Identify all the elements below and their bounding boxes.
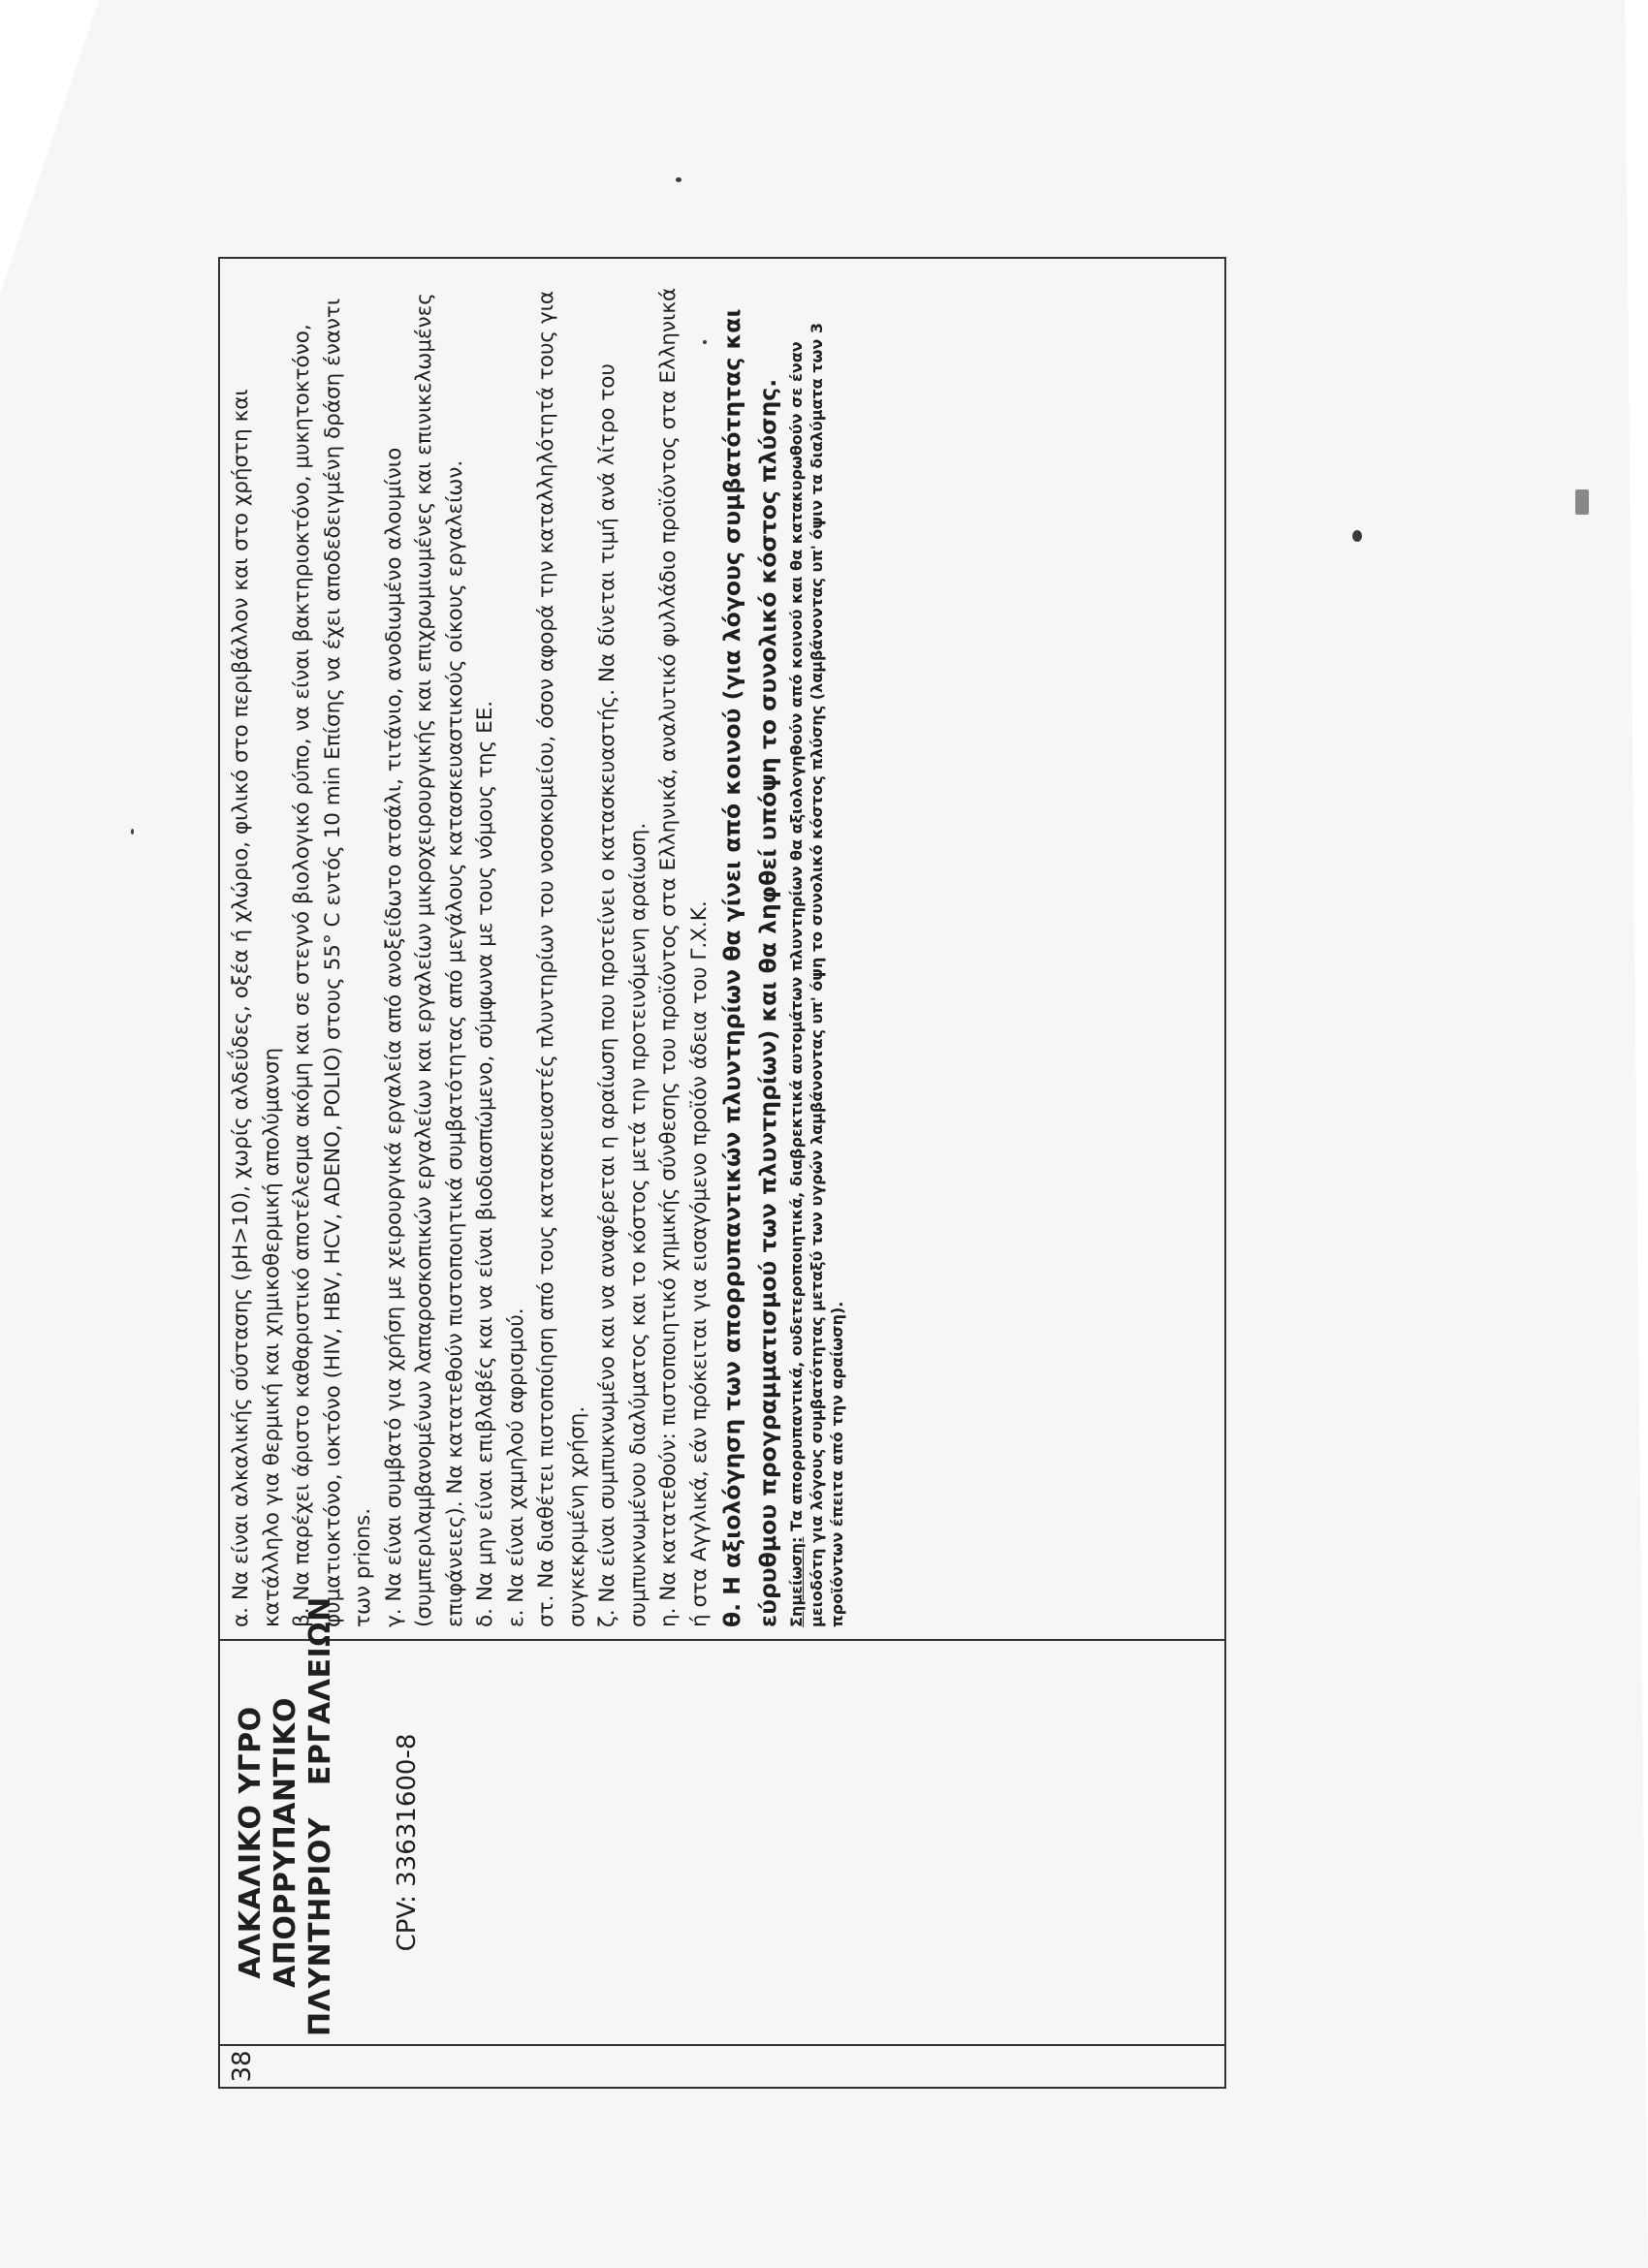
spec-item-a: α. Να είναι αλκαλικής σύστασης (pH>10), χωρίς αλδεΰδες, οξέα ή χλώριο, φιλικό στο περιβάλλον και στο χρήστη και κατάλληλο για θερμική και χημικοθερμική απολύμανση [229,389,284,1627]
ink-speck [1575,489,1589,515]
ink-speck [1352,530,1362,542]
rotated-table-container [218,257,1226,2089]
note-label: Σημείωση: [787,1536,806,1627]
cpv-code: CPV: 33631600-8 [393,1733,422,1952]
spec-item-b: β. Να παρέχει άριστο καθαριστικό αποτέλεσμα ακόμη και σε στεγνό βιολογικό ρύπο, να είναι βακτηριοκτόνο, μυκητοκτόνο, φυματιοκτόνο, ιοκτόνο (HIV, HBV, HCV, ADENO, POLIO) στους 55° C εντός 10 min Επίσης να έχει αποδεδειγμένη δράση έναντι των prions. [290,298,375,1627]
product-title-line: ΠΛΥΝΤΗΡΙΟΥ ΕΡΓΑΛΕΙΩΝ [303,1596,337,2036]
spec-item-st: στ. Να διαθέτει πιστοποίηση από τους κατασκευαστές πλυντηρίων του νοσοκομείου, όσον αφορά την καταλληλότητά τους για συγκεκριμένη χρήση. [534,290,589,1627]
ink-speck [703,340,707,344]
specification-table [218,257,1226,2089]
product-title [234,1596,338,2036]
evaluation-clause: θ. Η αξιολόγηση των απορρυπαντικών πλυντηρίων θα γίνει από κοινού (για λόγους συμβατότητας και εύρυθμου προγραμματισμού των πλυντηρίων) και θα ληφθεί υπόψη το συνολικό κόστος πλύσης. [718,308,781,1627]
note-text: Τα απορρυπαντικά, ουδετεροποιητικά, διαβρεκτικά αυτομάτων πλυντηρίων θα αξιολογηθούν από κοινού και θα κατακυρωθούν σε έναν μειοδότη για λόγους συμβατότητας μεταξύ των υγρών λαμβάνοντας υπ' όψη το συνολικό κόστος πλύσης (λαμβάνοντας υπ' όψιν τα διαλύματα των 3 προϊόντων έπειτα από την αραίωση). [787,323,846,1627]
product-title-line: ΑΠΟΡΡΥΠΑΝΤΙΚΟ [269,1697,302,1988]
specification-list [226,268,847,1627]
specification-cell [219,258,1225,1640]
product-cell [219,1596,1225,2045]
spec-item-e: ε. Να είναι χαμηλού αφρισμού. [503,1307,528,1627]
note [786,268,847,1627]
ink-speck [131,829,134,835]
row-number: 38 [219,2045,1225,2088]
spec-item-c: γ. Να είναι συμβατό για χρήση με χειρουργικά εργαλεία από ανοξείδωτο ατσάλι, τιτάνιο, ανοδιωμένο αλουμίνιο (συμπεριλαμβανομένων λαπαροσκοπικών εργαλείων και εργαλείων μικροχειρουργικής και επιχρωμιωμένες και επινικελωμένες επιφάνειες). Να κατατεθούν πιστοποιητικά συμβατότητας από μεγάλους κατασκευαστικούς οίκους εργαλείων. [381,293,467,1627]
spec-item-d: δ. Να μην είναι επιβλαβές και να είναι βιοδιασπώμενο, σύμφωνα με τους νόμους της ΕΕ. [473,700,497,1627]
spec-item-z: ζ. Να είναι συμπυκνωμένο και να αναφέρεται η αραίωση που προτείνει ο κατασκευαστής. Να δίνεται τιμή ανά λίτρο του συμπυκνωμένου διαλύματος και το κόστος μετά την προτεινόμενη αραίωση. [595,363,650,1627]
table-row [219,258,1225,2088]
ink-speck [676,177,681,182]
spec-item-h: η. Να κατατεθούν: πιστοποιητικό χημικής σύνθεσης του προϊόντος στα Ελληνικά, αναλυτικό φυλλάδιο προϊόντος στα Ελληνικά ή στα Αγγλικά, εάν πρόκειται για εισαγόμενο προϊόν άδεια του Γ.Χ.Κ. [656,287,712,1627]
product-title-line: ΑΛΚΑΛΙΚΟ ΥΓΡΟ [234,1706,268,1979]
